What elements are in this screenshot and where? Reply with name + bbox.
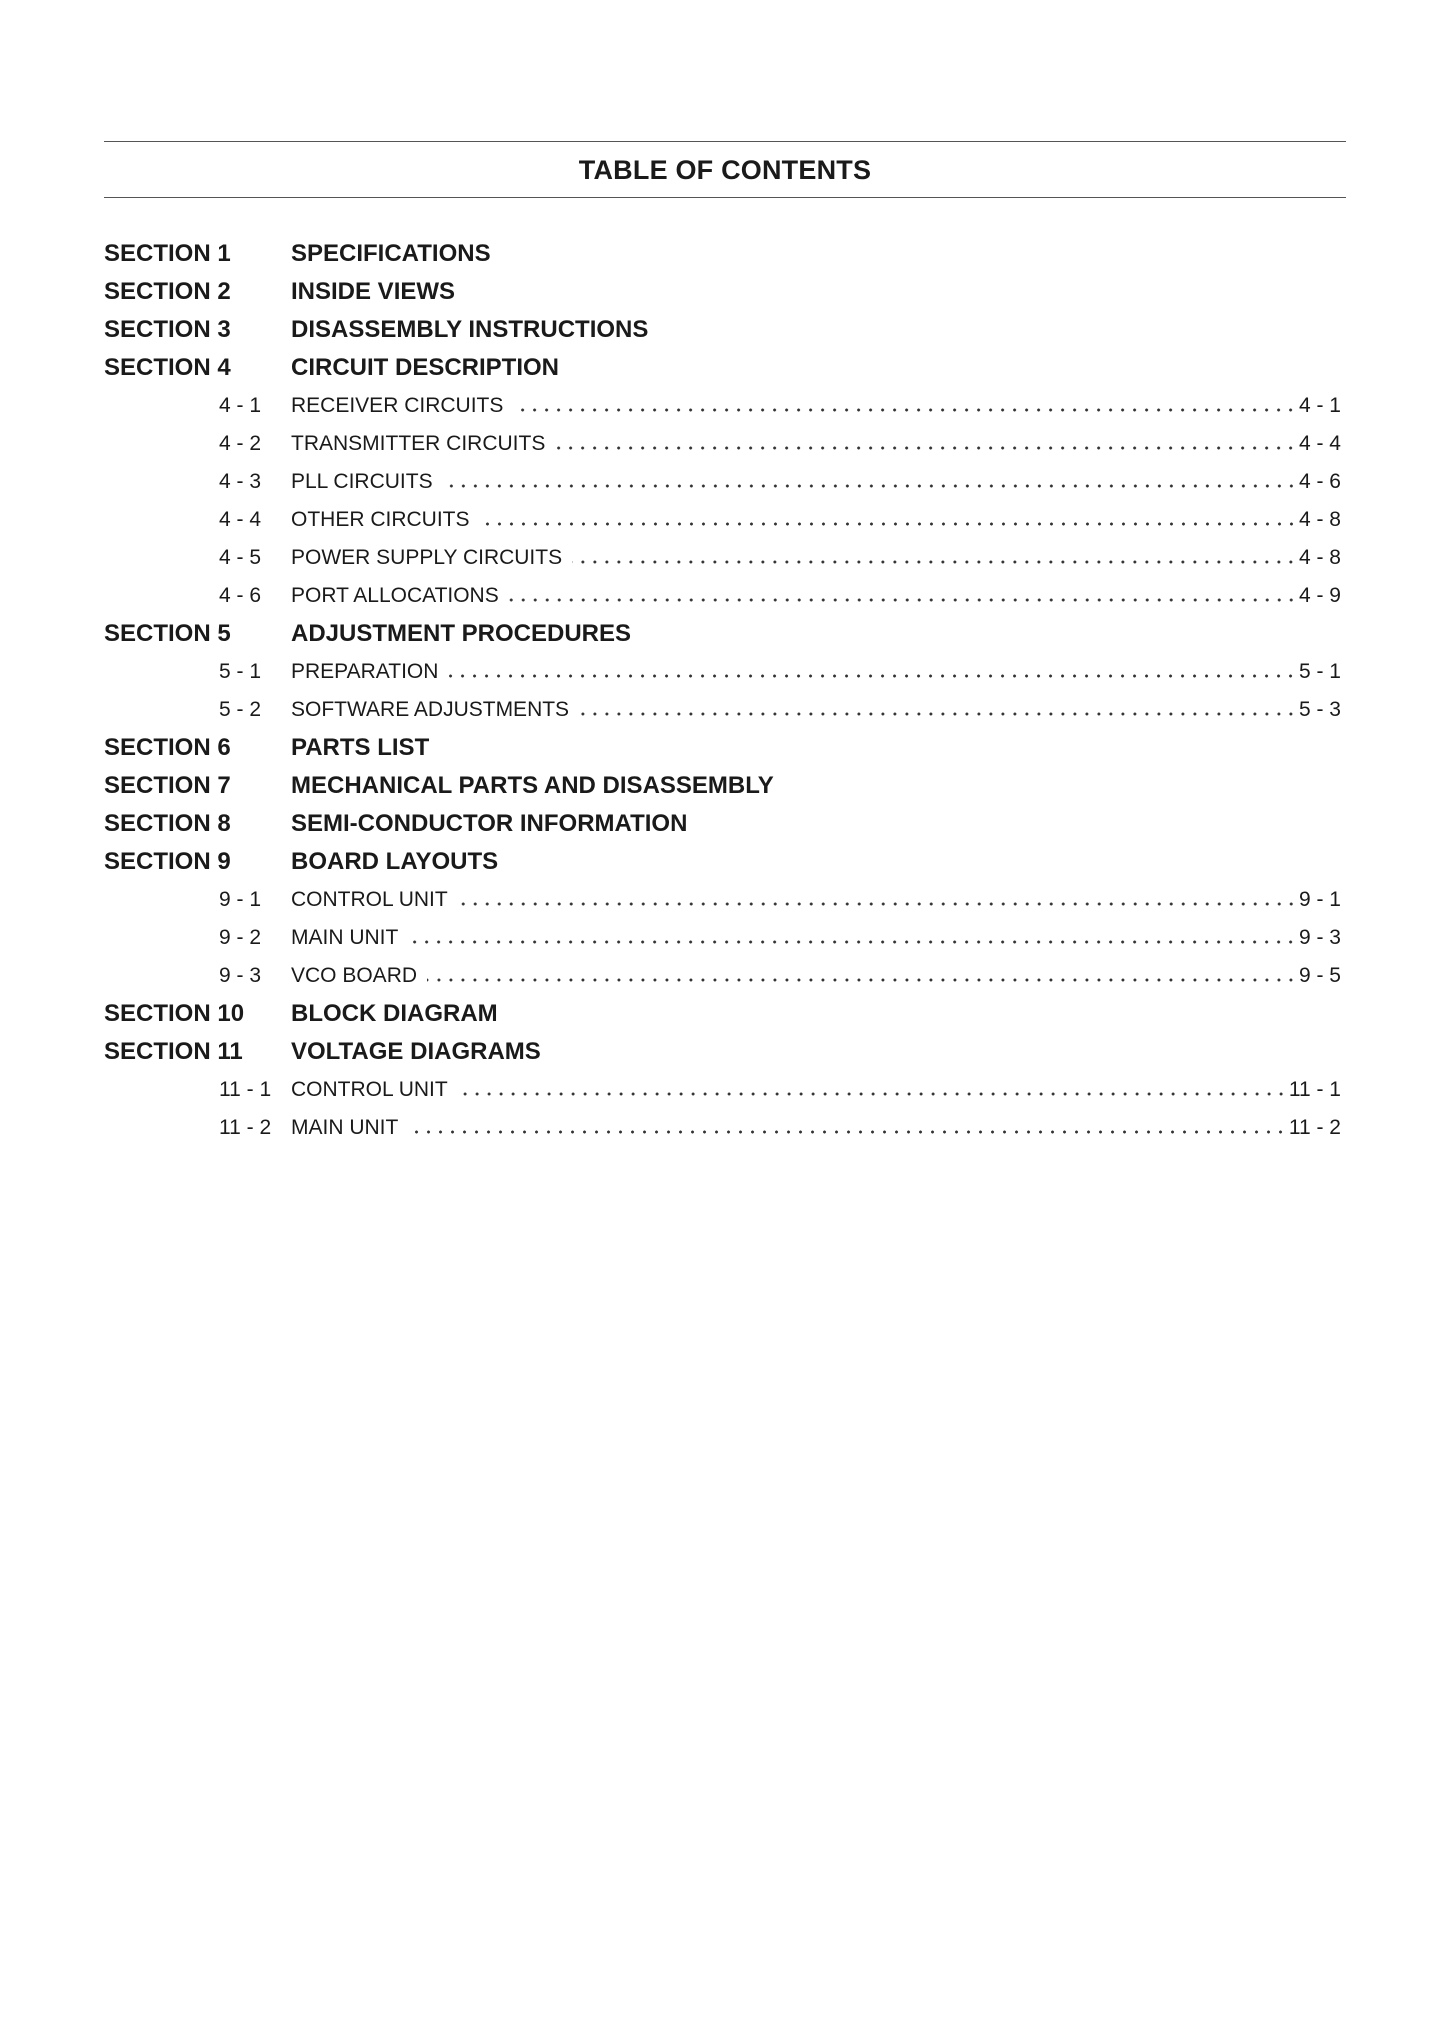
subsection-title: PORT ALLOCATIONS — [291, 584, 499, 607]
section-title: ADJUSTMENT PROCEDURES — [291, 620, 632, 647]
section-title: VOLTAGE DIAGRAMS — [291, 1038, 541, 1065]
page-reference: 4 - 6 — [1298, 470, 1341, 493]
section-number: SECTION 6 — [104, 734, 231, 761]
subsection-title: PREPARATION — [291, 660, 439, 683]
subsection-title: MAIN UNIT — [291, 1116, 399, 1139]
section-number: SECTION 11 — [104, 1038, 243, 1065]
section-title: SPECIFICATIONS — [291, 240, 491, 267]
dot-leader — [513, 405, 1297, 415]
page-reference: 4 - 4 — [1298, 432, 1341, 455]
subsection-number: 4 - 3 — [219, 470, 262, 493]
toc-section-row[interactable] — [104, 311, 1344, 349]
table-of-contents — [104, 235, 1344, 1147]
subsection-number: 4 - 5 — [219, 546, 262, 569]
dot-leader — [509, 595, 1297, 605]
page-title: TABLE OF CONTENTS — [578, 155, 872, 185]
section-number: SECTION 10 — [104, 1000, 245, 1027]
toc-section-row[interactable] — [104, 729, 1344, 767]
dot-leader — [458, 1089, 1287, 1099]
subsection-number: 9 - 1 — [219, 888, 262, 911]
subsection-title: RECEIVER CIRCUITS — [291, 394, 504, 417]
section-number: SECTION 5 — [104, 620, 231, 647]
dot-leader — [480, 519, 1297, 529]
section-number: SECTION 9 — [104, 848, 231, 875]
subsection-number: 4 - 1 — [219, 394, 262, 417]
page-reference: 4 - 1 — [1298, 394, 1341, 417]
section-number: SECTION 3 — [104, 316, 231, 343]
page-reference: 4 - 9 — [1298, 584, 1341, 607]
section-title: INSIDE VIEWS — [291, 278, 456, 305]
dot-leader — [408, 1127, 1287, 1137]
toc-subsection-row[interactable] — [104, 881, 1344, 919]
subsection-number: 4 - 4 — [219, 508, 262, 531]
toc-section-row[interactable] — [104, 805, 1344, 843]
toc-subsection-row[interactable] — [104, 463, 1344, 501]
toc-section-row[interactable] — [104, 843, 1344, 881]
toc-subsection-row[interactable] — [104, 501, 1344, 539]
subsection-number: 4 - 6 — [219, 584, 262, 607]
toc-section-row[interactable] — [104, 1033, 1344, 1071]
page-reference: 4 - 8 — [1298, 508, 1341, 531]
section-title: BLOCK DIAGRAM — [291, 1000, 498, 1027]
subsection-title: PLL CIRCUITS — [291, 470, 433, 493]
section-number: SECTION 1 — [104, 240, 231, 267]
toc-subsection-row[interactable] — [104, 1071, 1344, 1109]
dot-leader — [448, 671, 1297, 681]
subsection-number: 4 - 2 — [219, 432, 262, 455]
toc-section-row[interactable] — [104, 767, 1344, 805]
subsection-title: SOFTWARE ADJUSTMENTS — [291, 698, 570, 721]
section-title: CIRCUIT DESCRIPTION — [291, 354, 560, 381]
page-reference: 4 - 8 — [1298, 546, 1341, 569]
toc-subsection-row[interactable] — [104, 425, 1344, 463]
toc-subsection-row[interactable] — [104, 957, 1344, 995]
page-reference: 11 - 1 — [1288, 1078, 1341, 1101]
subsection-number: 9 - 2 — [219, 926, 262, 949]
subsection-number: 11 - 1 — [219, 1078, 272, 1101]
toc-subsection-row[interactable] — [104, 387, 1344, 425]
page-reference: 9 - 3 — [1298, 926, 1341, 949]
toc-section-row[interactable] — [104, 349, 1344, 387]
page-reference: 11 - 2 — [1288, 1116, 1341, 1139]
toc-subsection-row[interactable] — [104, 577, 1344, 615]
dot-leader — [555, 443, 1297, 453]
dot-leader — [427, 975, 1297, 985]
toc-subsection-row[interactable] — [104, 1109, 1344, 1147]
section-title: PARTS LIST — [291, 734, 430, 761]
section-number: SECTION 2 — [104, 278, 231, 305]
section-title: MECHANICAL PARTS AND DISASSEMBLY — [291, 772, 774, 799]
toc-section-row[interactable] — [104, 273, 1344, 311]
toc-subsection-row[interactable] — [104, 919, 1344, 957]
section-title: SEMI-CONDUCTOR INFORMATION — [291, 810, 688, 837]
toc-subsection-row[interactable] — [104, 653, 1344, 691]
page-reference: 9 - 5 — [1298, 964, 1341, 987]
subsection-number: 9 - 3 — [219, 964, 262, 987]
section-title: DISASSEMBLY INSTRUCTIONS — [291, 316, 649, 343]
section-number: SECTION 4 — [104, 354, 231, 381]
section-number: SECTION 7 — [104, 772, 231, 799]
toc-section-row[interactable] — [104, 235, 1344, 273]
toc-section-row[interactable] — [104, 615, 1344, 653]
page-reference: 5 - 1 — [1298, 660, 1341, 683]
subsection-title: CONTROL UNIT — [291, 1078, 448, 1101]
title-rule-bottom — [104, 197, 1346, 198]
section-title: BOARD LAYOUTS — [291, 848, 499, 875]
page-reference: 5 - 3 — [1298, 698, 1341, 721]
toc-subsection-row[interactable] — [104, 691, 1344, 729]
subsection-number: 11 - 2 — [219, 1116, 272, 1139]
dot-leader — [443, 481, 1297, 491]
subsection-title: MAIN UNIT — [291, 926, 399, 949]
subsection-title: TRANSMITTER CIRCUITS — [291, 432, 546, 455]
subsection-number: 5 - 1 — [219, 660, 262, 683]
dot-leader — [572, 557, 1297, 567]
subsection-title: OTHER CIRCUITS — [291, 508, 470, 531]
dot-leader — [408, 937, 1297, 947]
section-number: SECTION 8 — [104, 810, 231, 837]
subsection-number: 5 - 2 — [219, 698, 262, 721]
subsection-title: CONTROL UNIT — [291, 888, 448, 911]
dot-leader — [458, 899, 1297, 909]
title-rule-top — [104, 141, 1346, 142]
toc-section-row[interactable] — [104, 995, 1344, 1033]
subsection-title: POWER SUPPLY CIRCUITS — [291, 546, 563, 569]
toc-subsection-row[interactable] — [104, 539, 1344, 577]
subsection-title: VCO BOARD — [291, 964, 418, 987]
page-reference: 9 - 1 — [1298, 888, 1341, 911]
dot-leader — [579, 709, 1297, 719]
